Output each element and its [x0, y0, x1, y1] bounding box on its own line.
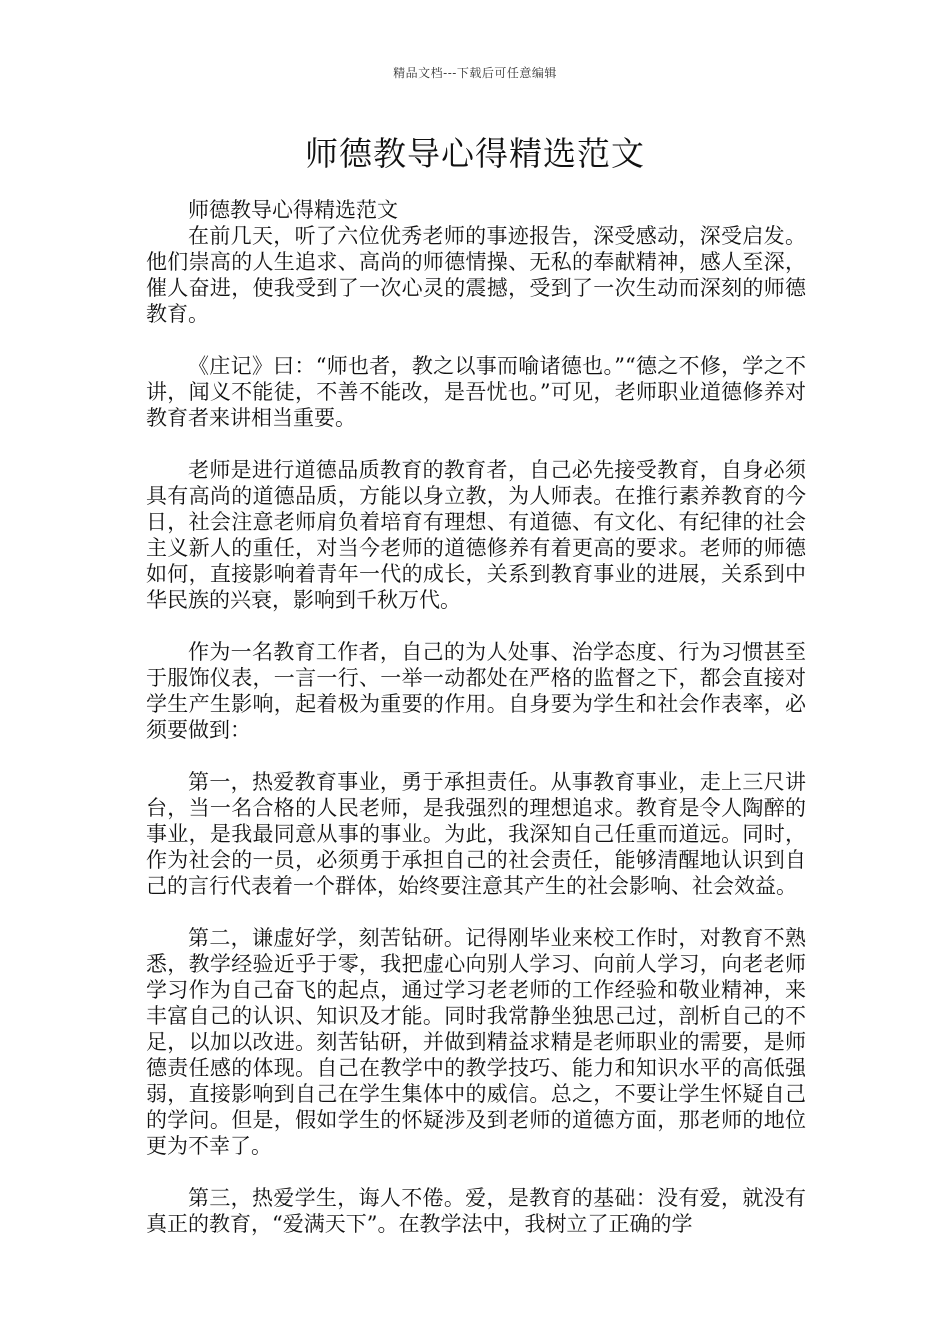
header-note: 精品文档---下载后可任意编辑	[393, 66, 557, 80]
paragraph-6: 第二，谦虚好学，刻苦钻研。记得刚毕业来校工作时，对教育不熟悉，教学经验近乎于零，我把虚心向别人学习、向前人学习，向老老师学习作为自己奋飞的起点，通过学习老老师的工作经验和敬业精神，来丰富自己的认识、知识及才能。同时我常静坐独思己过，剖析自己的不足，以加以改进。刻苦钻研，并做到精益求精是老师职业的需要，是师德责任感的体现。自己在教学中的教学技巧、能力和知识水平的高低强弱，直接影响到自己在学生集体中的威信。总之，不要让学生怀疑自己的学问。但是，假如学生的怀疑涉及到老师的道德方面，那老师的地位更为不幸了。	[146, 926, 806, 1158]
paragraph-7: 第三，热爱学生，诲人不倦。爱，是教育的基础：没有爱，就没有真正的教育，“爱满天下”。在教学法中，我树立了正确的学	[146, 1186, 806, 1236]
document-body	[146, 197, 806, 1237]
document-title: 师德教导心得精选范文	[305, 134, 645, 173]
paragraph-3: 老师是进行道德品质教育的教育者，自己必先接受教育，自身必须具有高尚的道德品质，方能以身立教，为人师表。在推行素养教育的今日，社会注意老师肩负着培育有理想、有道德、有文化、有纪律的社会主义新人的重任，对当今老师的道德修养有着更高的要求。老师的师德如何，直接影响着青年一代的成长，关系到教育事业的进展，关系到中华民族的兴衰，影响到千秋万代。	[146, 458, 806, 612]
document-subtitle: 师德教导心得精选范文	[188, 198, 398, 222]
paragraph-2: 《庄记》曰：“师也者，教之以事而喻诸德也。”“德之不修，学之不讲，闻义不能徒，不善不能改，是吾忧也。”可见，老师职业道德修养对教育者来讲相当重要。	[146, 354, 806, 430]
paragraph-1: 在前几天，听了六位优秀老师的事迹报告，深受感动，深受启发。他们崇高的人生追求、高尚的师德情操、无私的奉献精神，感人至深，催人奋进，使我受到了一次心灵的震撼，受到了一次生动而深刻的师德教育。	[146, 224, 806, 326]
paragraph-4: 作为一名教育工作者，自己的为人处事、治学态度、行为习惯甚至于服饰仪表，一言一行、一举一动都处在严格的监督之下，都会直接对学生产生影响，起着极为重要的作用。自身要为学生和社会作表率，必须要做到：	[146, 640, 806, 742]
paragraph-5: 第一，热爱教育事业，勇于承担责任。从事教育事业，走上三尺讲台，当一名合格的人民老师，是我强烈的理想追求。教育是令人陶醉的事业，是我最同意从事的事业。为此，我深知自己任重而道远。同时，作为社会的一员，必须勇于承担自己的社会责任，能够清醒地认识到自己的言行代表着一个群体，始终要注意其产生的社会影响、社会效益。	[146, 770, 806, 898]
